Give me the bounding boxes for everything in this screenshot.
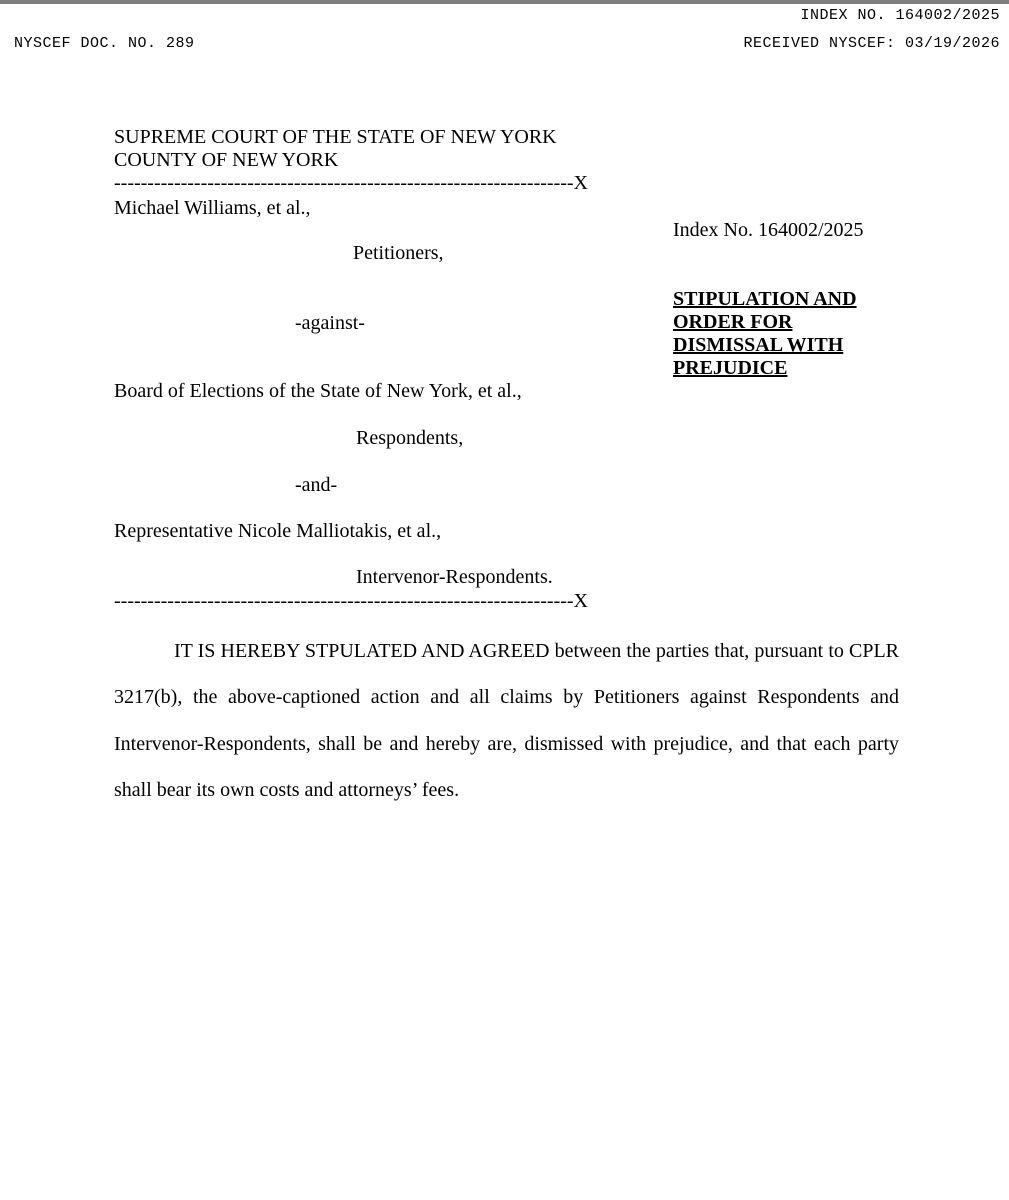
header-doc-number: NYSCEF DOC. NO. 289 (14, 35, 195, 52)
intervenor-role: Intervenor-Respondents. (356, 566, 553, 588)
title-line: DISMISSAL WITH (673, 334, 844, 356)
header-received-date: RECEIVED NYSCEF: 03/19/2026 (743, 35, 1000, 52)
and-label: -and- (295, 474, 338, 496)
title-line: STIPULATION AND (673, 288, 857, 310)
document-title (673, 288, 913, 380)
title-line: PREJUDICE (673, 357, 788, 379)
title-line: ORDER FOR (673, 311, 793, 333)
court-county: COUNTY OF NEW YORK (114, 149, 339, 171)
petitioner-name: Michael Williams, et al., (114, 197, 311, 219)
intervenor-name: Representative Nicole Malliotakis, et al., (114, 520, 442, 542)
top-border (0, 0, 1009, 4)
against-label: -against- (295, 312, 365, 334)
caption-divider-bottom: ---------------------------------------------------------------------X (114, 590, 588, 612)
petitioner-role: Petitioners, (353, 242, 444, 264)
stipulation-paragraph: IT IS HEREBY STPULATED AND AGREED between the parties that, pursuant to CPLR 3217(b), the above-captioned action and all claims by Petitioners against Respondents and Intervenor-Respondents, shall be and hereby are, dismissed with prejudice, and that each party shall bear its own costs and attorneys’ fees. (114, 640, 899, 801)
side-index-number: Index No. 164002/2025 (673, 219, 864, 241)
header-index-number: INDEX NO. 164002/2025 (800, 7, 1000, 24)
respondent-role: Respondents, (356, 427, 464, 449)
respondent-name: Board of Elections of the State of New York, et al., (114, 380, 522, 402)
court-name: SUPREME COURT OF THE STATE OF NEW YORK (114, 126, 557, 148)
caption-divider-top: ---------------------------------------------------------------------X (114, 172, 588, 194)
